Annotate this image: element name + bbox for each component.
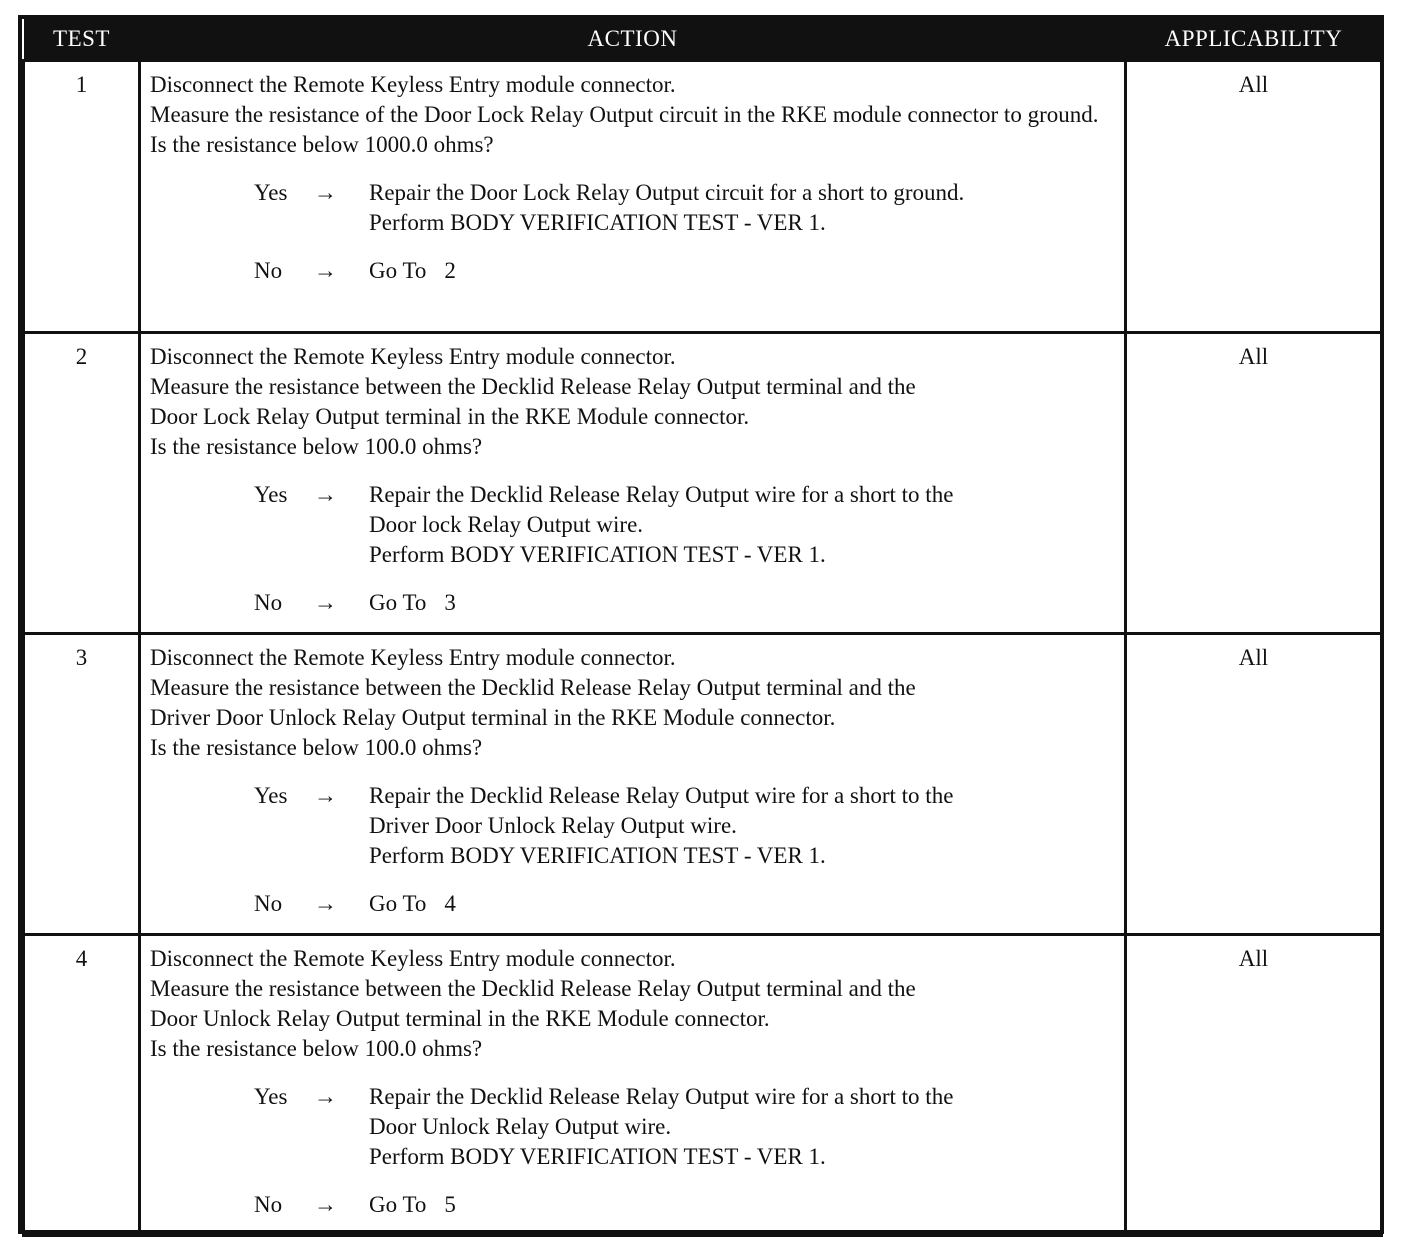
yes-label: Yes [254, 783, 288, 808]
action-step-text: Disconnect the Remote Keyless Entry module connector. [150, 946, 676, 971]
yes-instructions [369, 480, 1118, 570]
goto-instruction [369, 889, 1118, 919]
yes-label: Yes [254, 1084, 288, 1109]
goto-label: Go To [369, 891, 427, 916]
test-number: 4 [24, 935, 140, 1236]
yes-instruction-line: Repair the Door Lock Relay Output circuit for a short to ground. [369, 180, 965, 205]
applicability-value: All [1126, 634, 1382, 935]
yes-branch [254, 178, 1118, 238]
header-action: ACTION [140, 19, 1126, 61]
table-row [24, 61, 1382, 333]
goto-test-number: 2 [444, 258, 456, 283]
action-step-text: Door Unlock Relay Output terminal in the RKE Module connector. [150, 1006, 770, 1031]
goto-instruction [369, 256, 1118, 286]
right-arrow-icon: → [314, 258, 337, 283]
action-step-text: Measure the resistance between the Decklid Release Relay Output terminal and the [150, 976, 916, 1001]
goto-instruction [369, 588, 1118, 618]
diagnostic-test-table [22, 19, 1383, 1237]
header-applicability: APPLICABILITY [1126, 19, 1382, 61]
action-cell [140, 333, 1126, 634]
action-cell [140, 634, 1126, 935]
action-step-text: Disconnect the Remote Keyless Entry module connector. [150, 344, 676, 369]
action-step-text: Driver Door Unlock Relay Output terminal in the RKE Module connector. [150, 705, 836, 730]
diagnostic-table-frame [18, 15, 1384, 1234]
yes-instruction-line: Door Unlock Relay Output wire. [369, 1114, 672, 1139]
goto-label: Go To [369, 590, 427, 615]
right-arrow-icon: → [314, 1192, 337, 1217]
right-arrow-icon: → [314, 891, 337, 916]
goto-test-number: 4 [444, 891, 456, 916]
yes-instruction-line: Repair the Decklid Release Relay Output wire for a short to the [369, 783, 954, 808]
goto-test-number: 5 [444, 1192, 456, 1217]
action-step-text: Disconnect the Remote Keyless Entry module connector. [150, 72, 676, 97]
action-step-text: Measure the resistance between the Decklid Release Relay Output terminal and the [150, 374, 916, 399]
applicability-value: All [1126, 935, 1382, 1236]
yes-branch [254, 480, 1118, 570]
action-step-text: Disconnect the Remote Keyless Entry module connector. [150, 645, 676, 670]
action-step-text: Measure the resistance of the Door Lock Relay Output circuit in the RKE module connector to ground. [150, 102, 1099, 127]
table-row [24, 935, 1382, 1236]
header-test: TEST [24, 19, 140, 61]
action-step-text: Door Lock Relay Output terminal in the RKE Module connector. [150, 404, 750, 429]
action-cell [140, 935, 1126, 1236]
no-label: No [254, 590, 283, 615]
test-number: 2 [24, 333, 140, 634]
yes-instruction-line: Perform BODY VERIFICATION TEST - VER 1. [369, 210, 826, 235]
action-step-text: Is the resistance below 100.0 ohms? [150, 1036, 483, 1061]
table-row [24, 333, 1382, 634]
no-label: No [254, 1192, 283, 1217]
no-branch [254, 1190, 1118, 1220]
yes-label: Yes [254, 482, 288, 507]
right-arrow-icon: → [314, 180, 337, 205]
no-branch [254, 889, 1118, 919]
yes-instruction-line: Perform BODY VERIFICATION TEST - VER 1. [369, 1144, 826, 1169]
test-number: 3 [24, 634, 140, 935]
goto-test-number: 3 [444, 590, 456, 615]
goto-label: Go To [369, 1192, 427, 1217]
applicability-value: All [1126, 333, 1382, 634]
table-row [24, 634, 1382, 935]
yes-instruction-line: Driver Door Unlock Relay Output wire. [369, 813, 737, 838]
action-cell [140, 61, 1126, 333]
no-branch [254, 588, 1118, 618]
no-label: No [254, 891, 283, 916]
yes-label: Yes [254, 180, 288, 205]
yes-instruction-line: Repair the Decklid Release Relay Output wire for a short to the [369, 482, 954, 507]
no-label: No [254, 258, 283, 283]
goto-instruction [369, 1190, 1118, 1220]
yes-instruction-line: Perform BODY VERIFICATION TEST - VER 1. [369, 843, 826, 868]
right-arrow-icon: → [314, 1084, 337, 1109]
applicability-value: All [1126, 61, 1382, 333]
yes-instructions [369, 781, 1118, 871]
action-step-text: Is the resistance below 100.0 ohms? [150, 735, 483, 760]
action-step-text: Is the resistance below 100.0 ohms? [150, 434, 483, 459]
right-arrow-icon: → [314, 482, 337, 507]
table-header-row [24, 19, 1382, 61]
no-branch [254, 256, 1118, 286]
yes-instruction-line: Repair the Decklid Release Relay Output wire for a short to the [369, 1084, 954, 1109]
action-step-text: Measure the resistance between the Decklid Release Relay Output terminal and the [150, 675, 916, 700]
yes-instruction-line: Perform BODY VERIFICATION TEST - VER 1. [369, 542, 826, 567]
yes-instruction-line: Door lock Relay Output wire. [369, 512, 644, 537]
right-arrow-icon: → [314, 783, 337, 808]
yes-branch [254, 781, 1118, 871]
action-step-text: Is the resistance below 1000.0 ohms? [150, 132, 494, 157]
yes-instructions [369, 1082, 1118, 1172]
yes-instructions [369, 178, 1118, 238]
goto-label: Go To [369, 258, 427, 283]
right-arrow-icon: → [314, 590, 337, 615]
yes-branch [254, 1082, 1118, 1172]
test-number: 1 [24, 61, 140, 333]
